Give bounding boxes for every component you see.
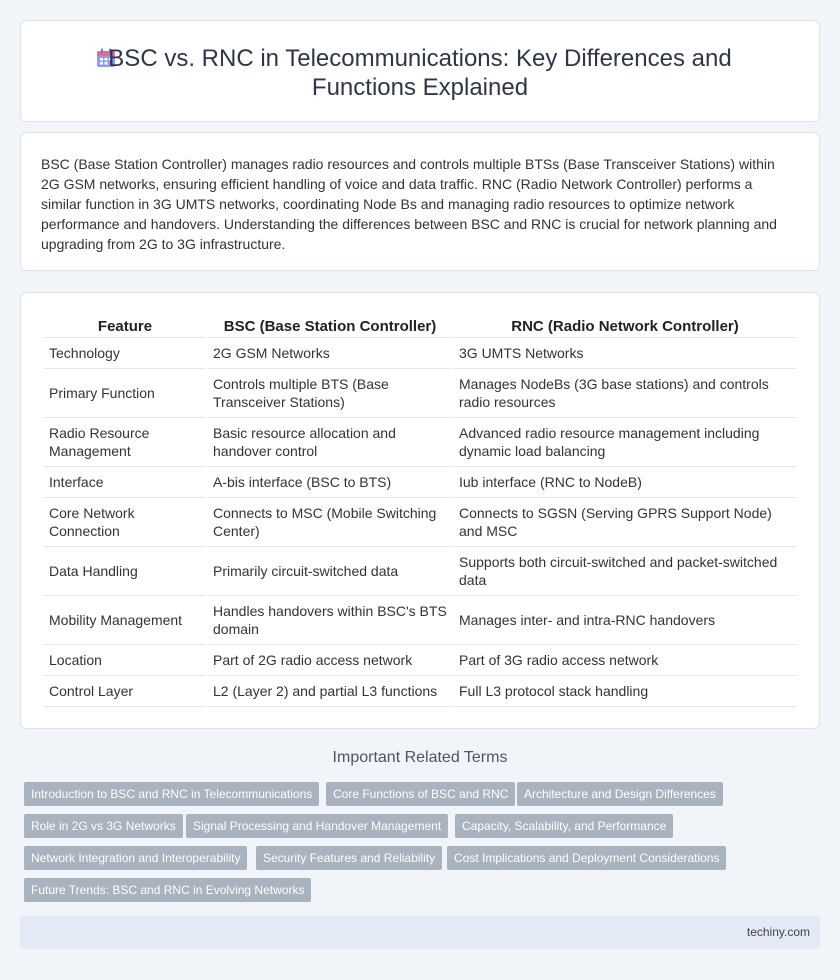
intro-paragraph: BSC (Base Station Controller) manages radio resources and controls multiple BTSs (Base Transceiver Stations) within 2G GSM networks, ensuring efficient handling of voice and data traffic. RNC (Radio Network Controller) performs a similar function in 3G UMTS networks, coordinating Node Bs and managing radio resources to optimize network performance and handovers. Understanding the differences between BSC and RNC is crucial for network planning and upgrading from 2G to 3G infrastructure. (41, 156, 777, 252)
table-cell: 2G GSM Networks (208, 338, 452, 369)
table-cell: Connects to MSC (Mobile Switching Center) (208, 498, 452, 547)
table-cell: Core Network Connection (44, 498, 206, 547)
table-row (44, 338, 796, 369)
table-cell: Iub interface (RNC to NodeB) (454, 467, 796, 498)
table-cell: Manages inter- and intra-RNC handovers (454, 596, 796, 645)
related-tag[interactable]: Architecture and Design Differences (517, 782, 723, 806)
table-cell: Part of 2G radio access network (208, 645, 452, 676)
table-row (44, 369, 796, 418)
table-cell: Controls multiple BTS (Base Transceiver Stations) (208, 369, 452, 418)
table-cell: Interface (44, 467, 206, 498)
table-cell: Radio Resource Management (44, 418, 206, 467)
table-cell: Control Layer (44, 676, 206, 707)
table-cell: L2 (Layer 2) and partial L3 functions (208, 676, 452, 707)
table-cell: Basic resource allocation and handover control (208, 418, 452, 467)
header-rnc: RNC (Radio Network Controller) (454, 316, 796, 338)
intro-card (20, 132, 820, 271)
table-row (44, 418, 796, 467)
page-title: BSC vs. RNC in Telecommunications: Key Differences and Functions Explained (108, 45, 732, 101)
related-tag[interactable]: Signal Processing and Handover Management (186, 814, 448, 838)
table-row (44, 547, 796, 596)
table-row (44, 645, 796, 676)
related-tag[interactable]: Future Trends: BSC and RNC in Evolving Networks (24, 878, 311, 902)
header-feature: Feature (44, 316, 206, 338)
table-cell: Manages NodeBs (3G base stations) and controls radio resources (454, 369, 796, 418)
related-tag[interactable]: Security Features and Reliability (256, 846, 442, 870)
header-bsc: BSC (Base Station Controller) (208, 316, 452, 338)
footer-site-link[interactable]: techiny.com (746, 925, 810, 939)
table-cell: A-bis interface (BSC to BTS) (208, 467, 452, 498)
table-header-row (44, 316, 796, 338)
related-tag[interactable]: Capacity, Scalability, and Performance (455, 814, 673, 838)
table-cell: Part of 3G radio access network (454, 645, 796, 676)
table-cell: Primarily circuit-switched data (208, 547, 452, 596)
table-cell: Connects to SGSN (Serving GPRS Support Node) and MSC (454, 498, 796, 547)
related-tag[interactable]: Core Functions of BSC and RNC (326, 782, 515, 806)
comparison-table-card (20, 292, 820, 729)
related-terms-title: Important Related Terms (332, 749, 508, 766)
table-row (44, 498, 796, 547)
table-cell: Full L3 protocol stack handling (454, 676, 796, 707)
table-row (44, 596, 796, 645)
title-card (20, 20, 820, 122)
related-tag[interactable]: Introduction to BSC and RNC in Telecommunications (24, 782, 319, 806)
table-cell: Advanced radio resource management including dynamic load balancing (454, 418, 796, 467)
table-cell: Mobility Management (44, 596, 206, 645)
table-row (44, 467, 796, 498)
related-tag[interactable]: Network Integration and Interoperability (24, 846, 247, 870)
related-tag[interactable]: Role in 2G vs 3G Networks (24, 814, 183, 838)
table-cell: Primary Function (44, 369, 206, 418)
table-cell: Technology (44, 338, 206, 369)
table-cell: 3G UMTS Networks (454, 338, 796, 369)
table-cell: Data Handling (44, 547, 206, 596)
table-cell: Handles handovers within BSC's BTS domain (208, 596, 452, 645)
table-cell: Location (44, 645, 206, 676)
table-row (44, 676, 796, 707)
related-tag[interactable]: Cost Implications and Deployment Considerations (447, 846, 726, 870)
footer (20, 916, 820, 949)
table-cell: Supports both circuit-switched and packet-switched data (454, 547, 796, 596)
comparison-table (42, 316, 798, 707)
